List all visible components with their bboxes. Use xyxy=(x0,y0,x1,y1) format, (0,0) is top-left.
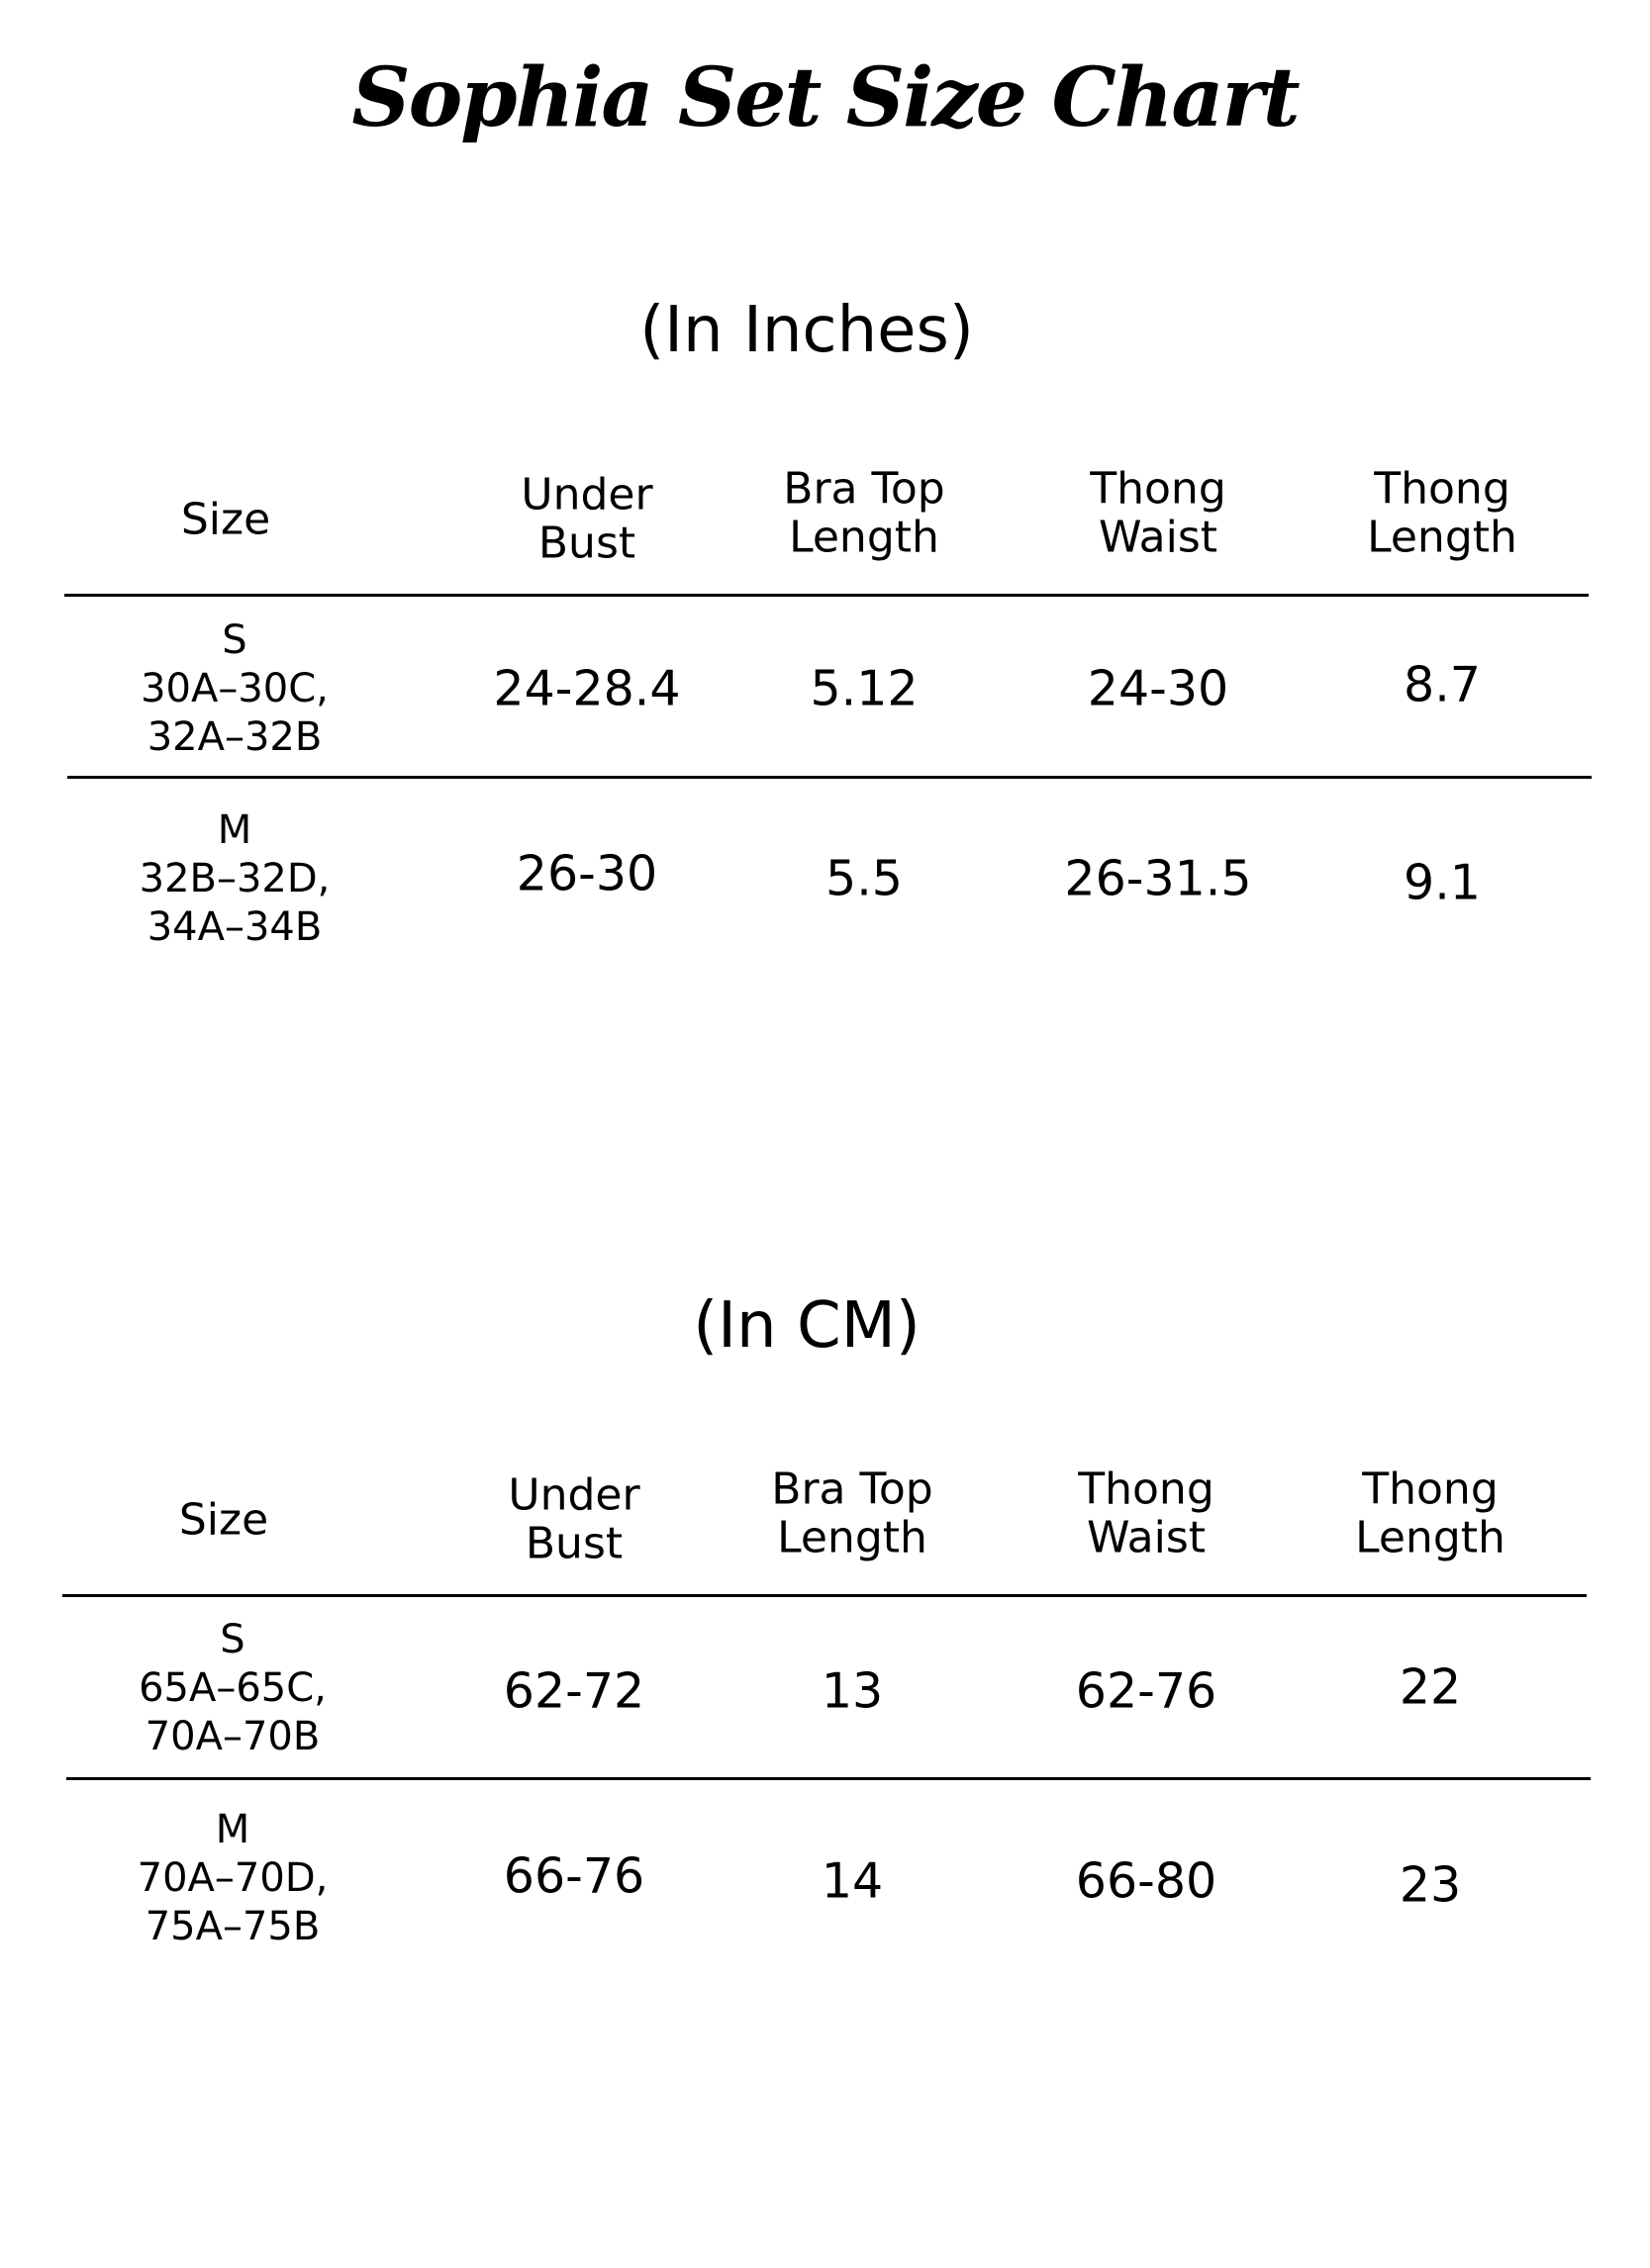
header-line: Thong xyxy=(1374,463,1510,515)
band-cup-range: 30A–30C, xyxy=(141,665,329,711)
header-line: Thong xyxy=(1362,1464,1499,1515)
header-line: Waist xyxy=(1098,513,1218,563)
bra-top-length-value: 13 xyxy=(821,1662,884,1720)
under-bust-value: 62-72 xyxy=(503,1662,645,1720)
header-line: Waist xyxy=(1086,1513,1207,1563)
header-line: Bust xyxy=(525,1519,624,1569)
header-line: Thong xyxy=(1078,1464,1214,1515)
row-divider xyxy=(66,1777,1591,1780)
column-header-size xyxy=(181,495,270,543)
header-divider xyxy=(64,594,1589,597)
page-title: Sophia Set Size Chart xyxy=(351,50,1299,145)
band-cup-range: 32B–32D, xyxy=(139,855,331,901)
row-size-s xyxy=(139,1616,327,1760)
size-label: M xyxy=(215,1806,250,1852)
thong-waist-value: 26-31.5 xyxy=(1064,850,1252,907)
header-line: Bra Top xyxy=(771,1464,933,1515)
band-cup-range: 34A–34B xyxy=(146,903,323,950)
column-header-thong-length xyxy=(1367,465,1517,563)
under-bust-value: 26-30 xyxy=(516,845,658,902)
band-cup-range: 65A–65C, xyxy=(139,1664,327,1711)
header-line: Thong xyxy=(1090,463,1226,515)
header-line: Under xyxy=(508,1469,640,1521)
header-line: Bra Top xyxy=(783,463,945,515)
size-table-cm xyxy=(64,1457,1589,2011)
column-header-thong-waist xyxy=(1078,1465,1214,1563)
size-label: M xyxy=(217,806,252,853)
bra-top-length-value: 14 xyxy=(821,1852,884,1910)
thong-waist-value: 24-30 xyxy=(1087,660,1229,717)
band-cup-range: 32A–32B xyxy=(146,713,323,760)
header-line: Under xyxy=(521,469,653,520)
column-header-thong-length xyxy=(1355,1465,1505,1563)
column-header-size xyxy=(179,1495,268,1544)
column-header-under-bust xyxy=(521,471,652,569)
under-bust-value: 66-76 xyxy=(503,1847,645,1905)
header-line: Bust xyxy=(537,519,636,569)
header-line: Length xyxy=(777,1513,927,1563)
row-size-s xyxy=(141,616,329,761)
size-label: S xyxy=(220,1616,245,1662)
section-heading-inches: (In Inches) xyxy=(639,294,974,367)
band-cup-range: 75A–75B xyxy=(145,1903,321,1949)
column-header-under-bust xyxy=(508,1471,639,1569)
column-header-bra-top-length xyxy=(783,465,944,563)
row-divider xyxy=(67,776,1592,779)
header-divider xyxy=(62,1594,1587,1597)
row-size-m xyxy=(140,806,331,951)
column-header-bra-top-length xyxy=(771,1465,932,1563)
bra-top-length-value: 5.5 xyxy=(825,850,903,907)
thong-length-value: 23 xyxy=(1399,1856,1462,1914)
thong-length-value: 9.1 xyxy=(1404,854,1481,911)
under-bust-value: 24-28.4 xyxy=(493,660,681,717)
header-line: Length xyxy=(789,513,939,563)
size-label: S xyxy=(222,616,247,663)
header-line: Length xyxy=(1355,1513,1505,1563)
size-table-inches xyxy=(64,458,1589,1012)
bra-top-length-value: 5.12 xyxy=(810,660,919,717)
thong-length-value: 8.7 xyxy=(1404,656,1481,713)
header-line: Size xyxy=(180,494,271,545)
section-heading-cm: (In CM) xyxy=(693,1289,921,1363)
row-size-m xyxy=(138,1806,329,1950)
thong-waist-value: 66-80 xyxy=(1075,1852,1217,1910)
thong-length-value: 22 xyxy=(1399,1658,1462,1716)
header-line: Length xyxy=(1367,513,1517,563)
band-cup-range: 70A–70D, xyxy=(137,1854,329,1901)
thong-waist-value: 62-76 xyxy=(1075,1662,1217,1720)
band-cup-range: 70A–70B xyxy=(145,1713,321,1759)
header-line: Size xyxy=(178,1494,269,1546)
column-header-thong-waist xyxy=(1090,465,1226,563)
